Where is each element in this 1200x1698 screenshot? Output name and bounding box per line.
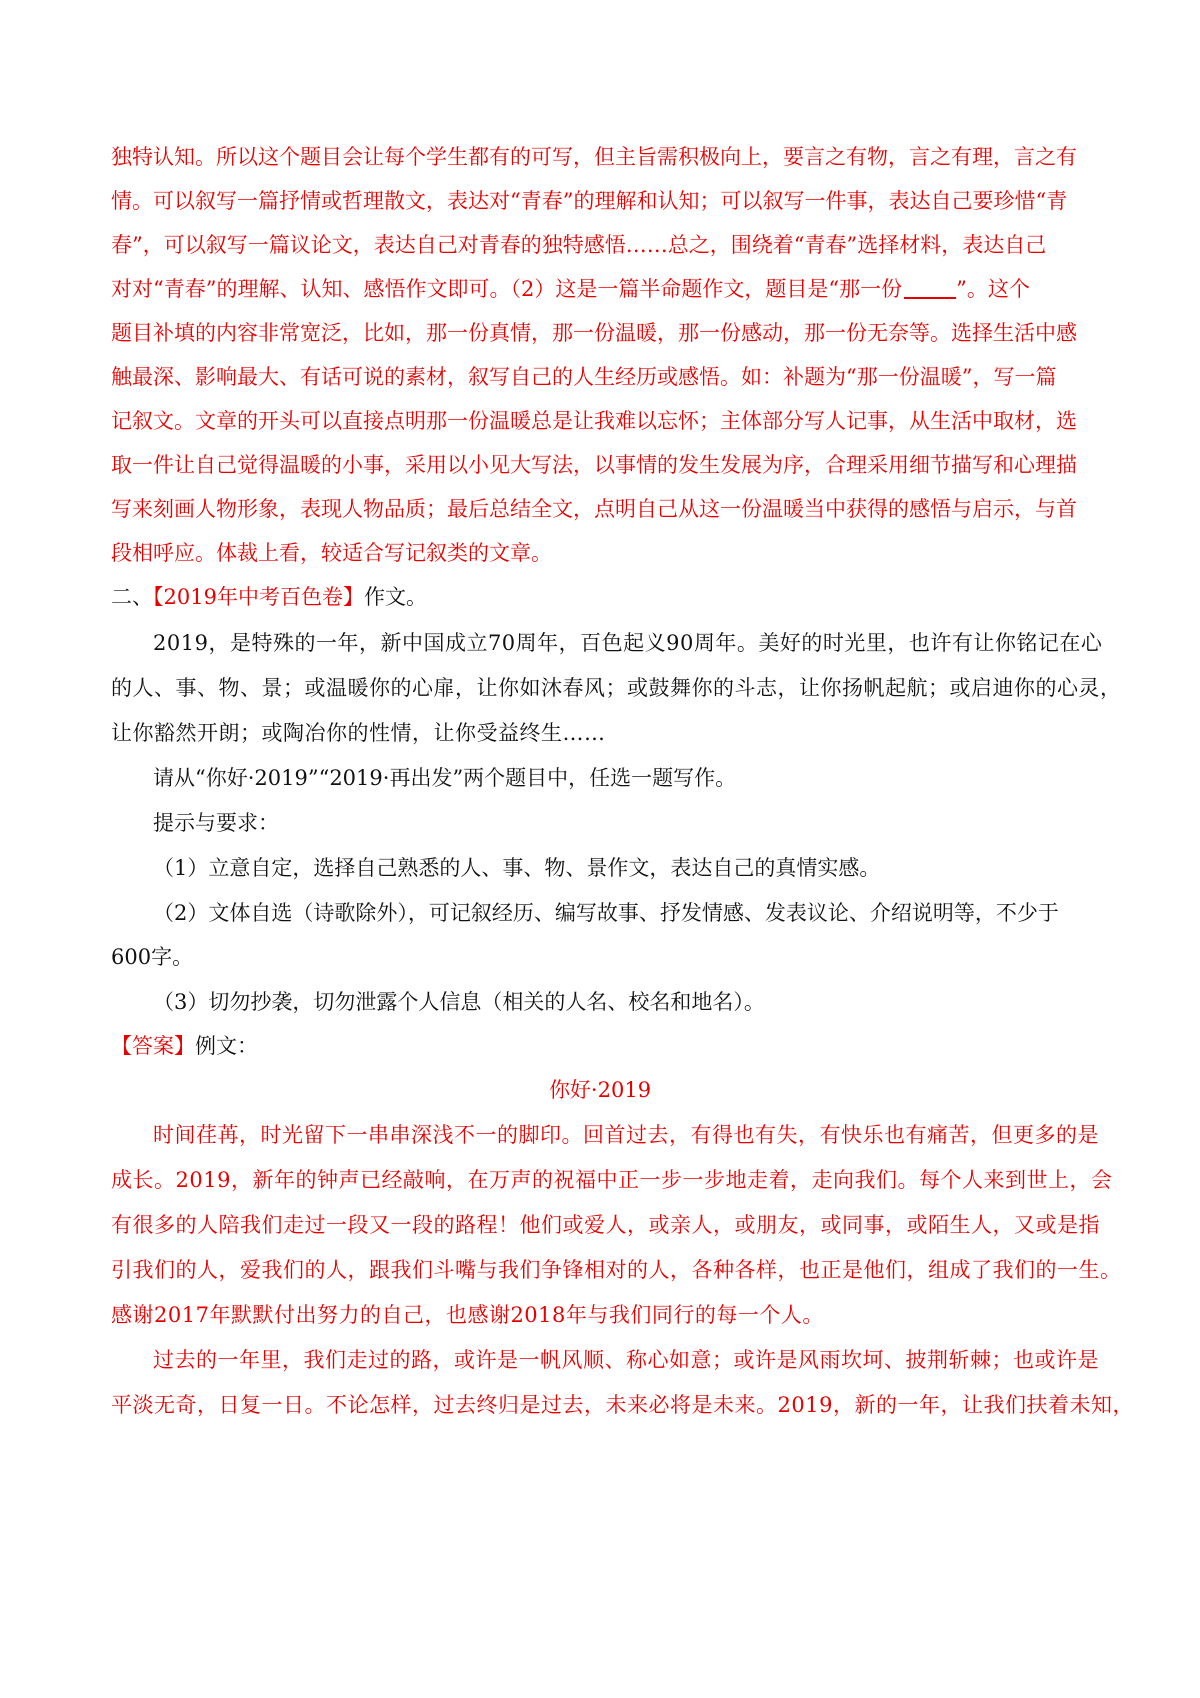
analysis-line: 写来刻画人物形象，表现人物品质；最后总结全文，点明自己从这一份温暖当中获得的感悟与启示，与首: [111, 497, 1077, 521]
essay-line: 成长。2019，新年的钟声已经敲响，在万声的祝福中正一步一步地走着，走向我们。每个人来到世上，会: [111, 1168, 1113, 1192]
essay-line: 时间荏苒，时光留下一串串深浅不一的脚印。回首过去，有得也有失，有快乐也有痛苦，但更多的是: [153, 1123, 1099, 1147]
answer-label: 【答案】: [111, 1034, 195, 1058]
answer-label-suffix: 例文：: [195, 1034, 258, 1058]
analysis-line: 取一件让自己觉得温暖的小事，采用以小见大写法，以事情的发生发展为序，合理采用细节描写和心理描: [111, 453, 1077, 477]
analysis-line-text: 对对“青春”的理解、认知、感悟作文即可。（2）这是一篇半命题作文，题目是“那一份: [111, 277, 903, 301]
question-source: 【2019年中考百色卷】: [153, 585, 364, 609]
essay-line: 感谢2017年默默付出努力的自己，也感谢2018年与我们同行的每一个人。: [111, 1303, 824, 1327]
requirement-3: （3）切勿抄袭，切勿泄露个人信息（相关的人名、校名和地名）。: [153, 990, 765, 1014]
essay-line: 过去的一年里，我们走过的路，或许是一帆风顺、称心如意；或许是风雨坎坷、披荆斩棘；也或许是: [153, 1348, 1099, 1372]
essay-line: 有很多的人陪我们走过一段又一段的路程！他们或爱人，或亲人，或朋友，或同事，或陌生人，又或是指: [111, 1213, 1100, 1237]
analysis-line: 段相呼应。体裁上看，较适合写记叙类的文章。: [111, 541, 552, 565]
essay-line: 引我们的人，爱我们的人，跟我们斗嘴与我们争锋相对的人，各种各样，也正是他们，组成了我们的一生。: [111, 1258, 1122, 1282]
essay-line: 平淡无奇，日复一日。不论怎样，过去终归是过去，未来必将是未来。2019，新的一年，让我们扶着未知，: [111, 1393, 1134, 1417]
prompt-line: 2019，是特殊的一年，新中国成立70周年，百色起义90周年。美好的时光里，也许有让你铭记在心: [153, 631, 1103, 655]
prompt-line: 的人、事、物、景；或温暖你的心扉，让你如沐春风；或鼓舞你的斗志，让你扬帆起航；或启迪你的心灵，: [111, 676, 1122, 700]
analysis-line-tail: ”。这个: [956, 277, 1030, 301]
analysis-line: 独特认知。所以这个题目会让每个学生都有的可写，但主旨需积极向上，要言之有物，言之有理，言之有: [111, 145, 1077, 169]
analysis-line: 记叙文。文章的开头可以直接点明那一份温暖总是让我难以忘怀；主体部分写人记事，从生活中取材，选: [111, 409, 1077, 433]
requirement-1: （1）立意自定，选择自己熟悉的人、事、物、景作文，表达自己的真情实感。: [153, 856, 881, 880]
question-type: 作文。: [363, 585, 427, 609]
essay-title: 你好·2019: [548, 1078, 652, 1102]
answer-heading: [111, 1031, 1101, 1061]
analysis-line: 题目补填的内容非常宽泛，比如，那一份真情，那一份温暖，那一份感动，那一份无奈等。选择生活中感: [111, 321, 1077, 345]
tips-title: 提示与要求：: [153, 811, 279, 835]
requirement-2: （2）文体自选（诗歌除外），可记叙经历、编写故事、抒发情感、发表议论、介绍说明等，不少于: [153, 901, 1059, 925]
fill-in-blank: [904, 277, 956, 299]
analysis-line: 情。可以叙写一篇抒情或哲理散文，表达对“青春”的理解和认知；可以叙写一件事，表达自己要珍惜“青: [111, 189, 1068, 213]
analysis-line: 触最深、影响最大、有话可说的素材，叙写自己的人生经历或感悟。如：补题为“那一份温暖”，写一篇: [111, 365, 1057, 389]
question-heading: [111, 582, 1101, 612]
analysis-line: 春”，可以叙写一篇议论文，表达自己对青春的独特感悟……总之，围绕着“青春”选择材料，表达自己: [111, 233, 1047, 257]
instruction-text: 请从“你好·2019”“2019·再出发”两个题目中，任选一题写作。: [153, 766, 737, 790]
prompt-line: 让你豁然开朗；或陶冶你的性情，让你受益终生……: [111, 721, 606, 745]
requirement-2-cont: 600字。: [111, 945, 194, 969]
analysis-line: [111, 274, 1101, 304]
question-number: 二、: [111, 585, 153, 609]
